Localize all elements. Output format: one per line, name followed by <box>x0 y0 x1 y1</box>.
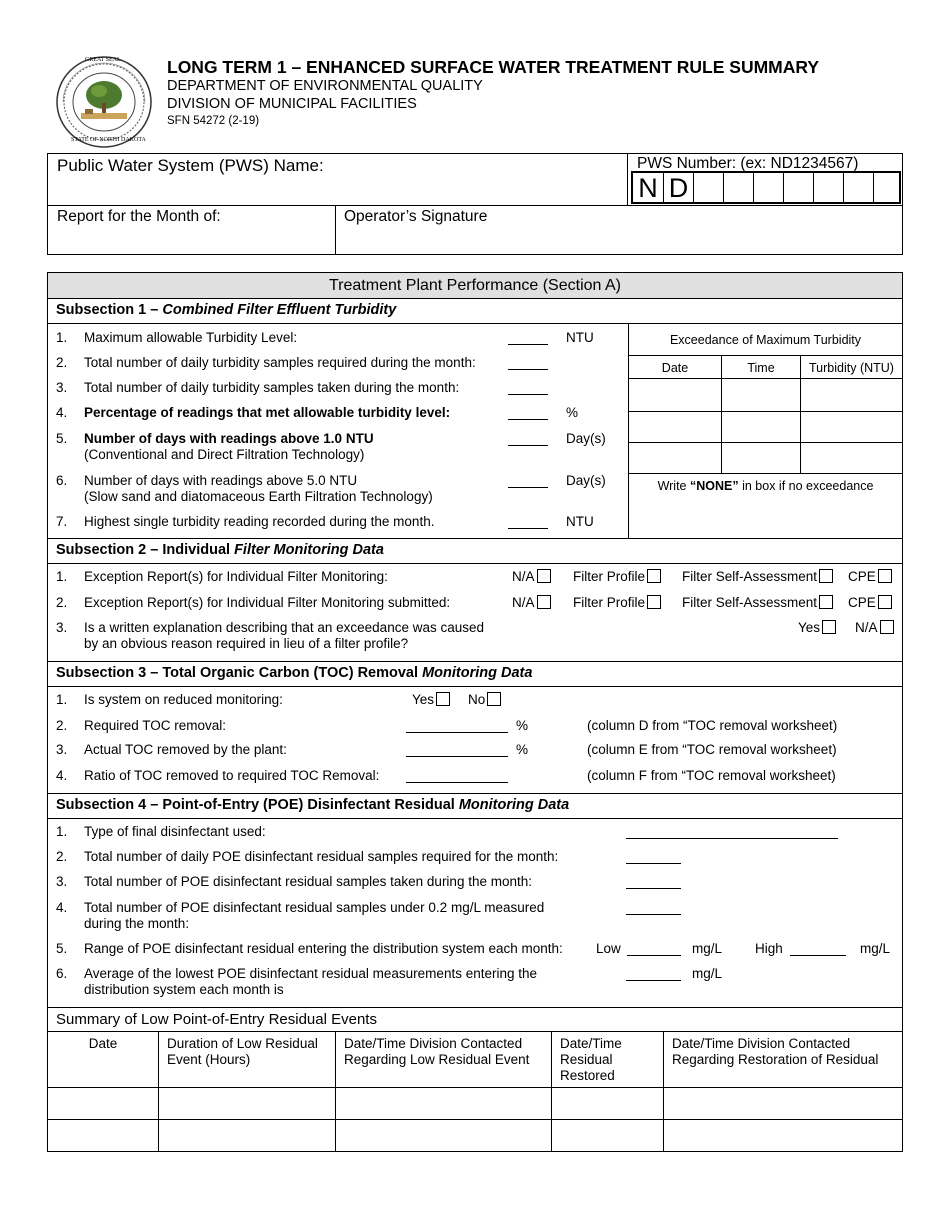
report-month-input[interactable] <box>48 228 334 254</box>
department-name: DEPARTMENT OF ENVIRONMENTAL QUALITY <box>167 78 483 94</box>
s1-item-5-label: Number of days with readings above 1.0 NTU <box>84 431 374 446</box>
s2-item-2-cpe[interactable]: CPE <box>848 594 892 611</box>
summary-col-restored-2: Residual <box>560 1052 613 1067</box>
s4-item-2-number: 2. <box>56 849 68 864</box>
s3-item-2-number: 2. <box>56 718 68 733</box>
seal-text-top: GREAT SEAL <box>85 57 121 63</box>
s4-item-4-number: 4. <box>56 900 68 915</box>
pws-prefix-n: N <box>638 173 658 203</box>
s3-item-1-yes[interactable]: Yes <box>412 691 450 708</box>
s1-item-4-label: Percentage of readings that met allowable turbidity level: <box>84 405 451 420</box>
s1-item-3-label: Total number of daily turbidity samples taken during the month: <box>84 380 460 395</box>
report-month-label: Report for the Month of: <box>57 208 221 225</box>
pws-name-input[interactable] <box>48 178 626 204</box>
s2-item-3-yes[interactable]: Yes <box>798 619 836 636</box>
division-name: DIVISION OF MUNICIPAL FACILITIES <box>167 96 417 112</box>
s3-item-4-input[interactable] <box>406 771 508 783</box>
checkbox[interactable] <box>878 569 892 583</box>
s4-low-unit: mg/L <box>692 941 723 956</box>
exceedance-note: Write “NONE” in box if no exceedance <box>657 479 874 493</box>
s3-item-4-label: Ratio of TOC removed to required TOC Removal: <box>84 768 380 783</box>
s4-item-2-label: Total number of daily POE disinfectant residual samples required for the month: <box>84 849 559 864</box>
s3-item-2-label: Required TOC removal: <box>84 718 227 733</box>
s3-item-4-number: 4. <box>56 768 68 783</box>
s2-item-1-filter-profile[interactable]: Filter Profile <box>573 568 661 585</box>
form-number: SFN 54272 (2-19) <box>167 115 260 127</box>
s4-item-5-number: 5. <box>56 941 68 956</box>
s3-item-2-note: (column D from “TOC removal worksheet) <box>587 718 838 733</box>
s1-item-7-label: Highest single turbidity reading recorded during the month. <box>84 514 435 529</box>
checkbox[interactable] <box>647 595 661 609</box>
exceedance-col-turbidity: Turbidity (NTU) <box>809 361 894 375</box>
summary-col-duration-2: Event (Hours) <box>167 1052 251 1067</box>
s2-item-3-na[interactable]: N/A <box>855 619 894 636</box>
s4-item-1-input[interactable] <box>626 827 838 839</box>
s3-item-3-label: Actual TOC removed by the plant: <box>84 742 287 757</box>
s1-item-7-number: 7. <box>56 514 68 529</box>
s1-item-1-unit: NTU <box>566 330 594 345</box>
s4-item-6-number: 6. <box>56 966 68 981</box>
s4-item-1-label: Type of final disinfectant used: <box>84 824 266 839</box>
s4-item-2-input[interactable] <box>626 852 681 864</box>
summary-row[interactable] <box>48 1120 902 1151</box>
subsection-2-heading: Subsection 2 – Individual Filter Monitoring Data <box>56 542 384 558</box>
s2-item-1-cpe[interactable]: CPE <box>848 568 892 585</box>
s1-item-5-number: 5. <box>56 431 68 446</box>
pws-name-label: Public Water System (PWS) Name: <box>57 156 324 175</box>
s2-item-2-self-assessment[interactable]: Filter Self-Assessment <box>682 594 833 611</box>
exceedance-row[interactable] <box>629 412 902 441</box>
s2-item-3-sublabel: by an obvious reason required in lieu of a filter profile? <box>84 636 409 651</box>
s3-item-1-no[interactable]: No <box>468 691 501 708</box>
summary-col-contacted-low-1: Date/Time Division Contacted <box>344 1036 523 1051</box>
subsection-3-heading: Subsection 3 – Total Organic Carbon (TOC) Removal Monitoring Data <box>56 665 533 681</box>
summary-col-duration-1: Duration of Low Residual <box>167 1036 318 1051</box>
s4-item-5-label: Range of POE disinfectant residual entering the distribution system each month: <box>84 941 563 956</box>
form-title: LONG TERM 1 – ENHANCED SURFACE WATER TREATMENT RULE SUMMARY <box>167 57 820 77</box>
s1-item-5-sublabel: (Conventional and Direct Filtration Technology) <box>84 447 365 462</box>
pws-prefix-d: D <box>663 173 693 203</box>
s2-item-3-label: Is a written explanation describing that an exceedance was caused <box>84 620 484 635</box>
checkbox[interactable] <box>647 569 661 583</box>
s1-item-6-label: Number of days with readings above 5.0 NTU <box>84 473 358 488</box>
checkbox[interactable] <box>822 620 836 634</box>
s4-item-4-input[interactable] <box>626 903 681 915</box>
s4-item-6-label: Average of the lowest POE disinfectant residual measurements entering the <box>84 966 538 981</box>
checkbox[interactable] <box>487 692 501 706</box>
s2-item-1-label: Exception Report(s) for Individual Filter Monitoring: <box>84 569 388 584</box>
s2-item-2-filter-profile[interactable]: Filter Profile <box>573 594 661 611</box>
summary-row[interactable] <box>48 1088 902 1118</box>
checkbox[interactable] <box>878 595 892 609</box>
s2-item-1-self-assessment[interactable]: Filter Self-Assessment <box>682 568 833 585</box>
s4-item-1-number: 1. <box>56 824 68 839</box>
subsection-1-heading: Subsection 1 – Combined Filter Effluent Turbidity <box>56 302 397 318</box>
s3-item-1-label: Is system on reduced monitoring: <box>84 692 283 707</box>
seal-text-bottom: STATE OF NORTH DAKOTA <box>71 137 146 143</box>
s3-item-4-note: (column F from “TOC removal worksheet) <box>587 768 836 783</box>
checkbox[interactable] <box>537 569 551 583</box>
s2-item-1-number: 1. <box>56 569 68 584</box>
signature-input[interactable] <box>336 228 902 254</box>
checkbox[interactable] <box>537 595 551 609</box>
summary-col-contacted-restore-1: Date/Time Division Contacted <box>672 1036 851 1051</box>
summary-col-contacted-restore-2: Regarding Restoration of Residual <box>672 1052 879 1067</box>
exceedance-row[interactable] <box>629 379 902 410</box>
s4-item-6-input[interactable] <box>626 969 681 981</box>
s1-item-4-number: 4. <box>56 405 68 420</box>
s3-item-1-number: 1. <box>56 692 68 707</box>
s4-item-4-sublabel: during the month: <box>84 916 190 931</box>
checkbox[interactable] <box>819 569 833 583</box>
s1-item-2-number: 2. <box>56 355 68 370</box>
summary-title: Summary of Low Point-of-Entry Residual Events <box>56 1011 377 1028</box>
summary-col-restored-1: Date/Time <box>560 1036 622 1051</box>
s2-item-2-number: 2. <box>56 595 68 610</box>
s4-high-label: High <box>755 941 783 956</box>
s1-item-1-input[interactable] <box>508 333 548 345</box>
s1-item-6-input[interactable] <box>508 476 548 488</box>
s3-item-3-note: (column E from “TOC removal worksheet) <box>587 742 837 757</box>
checkbox[interactable] <box>819 595 833 609</box>
s4-item-6-unit: mg/L <box>692 966 723 981</box>
pws-number-digits[interactable] <box>633 173 899 202</box>
s2-item-1-na[interactable]: N/A <box>512 568 551 585</box>
s1-item-1-number: 1. <box>56 330 68 345</box>
s4-high-unit: mg/L <box>860 941 891 956</box>
s1-item-1-label: Maximum allowable Turbidity Level: <box>84 330 298 345</box>
exceedance-row[interactable] <box>629 443 902 472</box>
s1-item-2-label: Total number of daily turbidity samples required during the month: <box>84 355 476 370</box>
s3-item-3-input[interactable] <box>406 745 508 757</box>
summary-col-contacted-low-2: Regarding Low Residual Event <box>344 1052 530 1067</box>
s1-item-6-unit: Day(s) <box>566 473 606 488</box>
s1-item-5-input[interactable] <box>508 434 548 446</box>
s1-item-7-input[interactable] <box>508 517 548 529</box>
exceedance-col-time: Time <box>747 361 775 375</box>
s4-high-input[interactable] <box>790 944 846 956</box>
s2-item-3-number: 3. <box>56 620 68 635</box>
s4-item-3-number: 3. <box>56 874 68 889</box>
signature-label: Operator’s Signature <box>344 208 488 225</box>
s1-item-4-unit: % <box>566 405 579 420</box>
s4-item-4-label: Total number of POE disinfectant residual samples under 0.2 mg/L measured <box>84 900 545 915</box>
s2-item-2-label: Exception Report(s) for Individual Filter Monitoring submitted: <box>84 595 451 610</box>
s4-item-3-input[interactable] <box>626 877 681 889</box>
pws-number-label: PWS Number: (ex: ND1234567) <box>637 155 859 172</box>
s1-item-5-unit: Day(s) <box>566 431 606 446</box>
s2-item-2-na[interactable]: N/A <box>512 594 551 611</box>
subsection-4-heading: Subsection 4 – Point-of-Entry (POE) Disinfectant Residual Monitoring Data <box>56 797 570 813</box>
s3-item-2-unit: % <box>516 718 529 733</box>
s1-item-6-sublabel: (Slow sand and diatomaceous Earth Filtration Technology) <box>84 489 433 504</box>
s1-item-2-input[interactable] <box>508 358 548 370</box>
checkbox[interactable] <box>436 692 450 706</box>
s3-item-3-unit: % <box>516 742 529 757</box>
s3-item-3-number: 3. <box>56 742 68 757</box>
s4-low-label: Low <box>596 941 621 956</box>
s1-item-7-unit: NTU <box>566 514 594 529</box>
s4-low-input[interactable] <box>627 944 681 956</box>
s1-item-3-input[interactable] <box>508 383 548 395</box>
s4-item-6-sublabel: distribution system each month is <box>84 982 284 997</box>
s1-item-4-input[interactable] <box>508 408 548 420</box>
state-seal-logo <box>55 55 153 149</box>
exceedance-col-date: Date <box>661 361 689 375</box>
section-a-title: Treatment Plant Performance (Section A) <box>329 277 621 294</box>
s1-item-3-number: 3. <box>56 380 68 395</box>
s4-item-3-label: Total number of POE disinfectant residual samples taken during the month: <box>84 874 532 889</box>
s1-item-6-number: 6. <box>56 473 68 488</box>
s3-item-2-input[interactable] <box>406 721 508 733</box>
exceedance-title: Exceedance of Maximum Turbidity <box>669 333 862 347</box>
summary-col-restored-3: Restored <box>560 1068 615 1083</box>
checkbox[interactable] <box>880 620 894 634</box>
summary-col-date: Date <box>88 1036 118 1051</box>
